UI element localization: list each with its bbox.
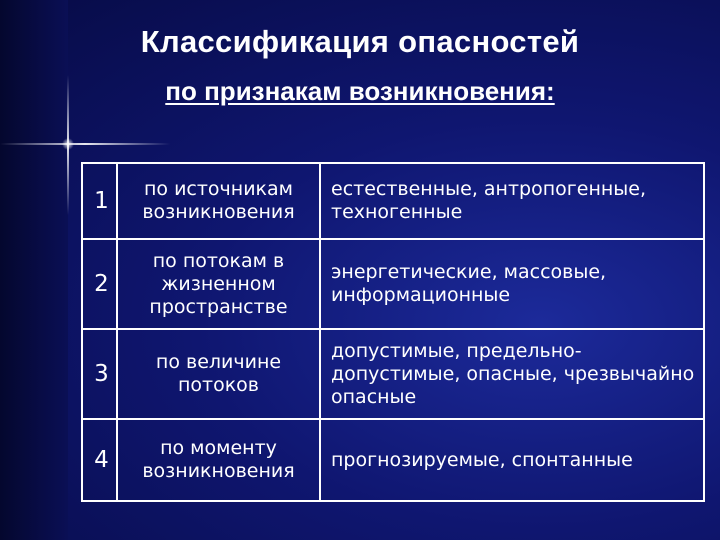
criterion-cell [117, 329, 320, 419]
slide-subtitle: по признакам возникновения: [165, 76, 555, 106]
table-row [82, 239, 704, 329]
table-row [82, 163, 704, 239]
row-number: 4 [82, 419, 117, 501]
criterion-text: по потокам в жизненном пространстве [149, 249, 288, 318]
criterion-text: по величине потоков [155, 351, 282, 396]
types-cell [320, 329, 704, 419]
classification-table [81, 162, 705, 502]
types-text: прогнозируемые, спонтанные [331, 448, 633, 471]
background-left-strip [0, 0, 68, 540]
table-row [82, 329, 704, 419]
slide-title: Классификация опасностей [140, 24, 580, 59]
criterion-cell [117, 419, 320, 501]
types-cell [320, 163, 704, 239]
table-row [82, 419, 704, 501]
row-number: 2 [82, 239, 117, 329]
criterion-text: по источникам возникновения [142, 178, 295, 223]
types-text: допустимые, предельно-допустимые, опасные, чрезвычайно опасные [331, 339, 695, 408]
criterion-cell [117, 163, 320, 239]
types-text: энергетические, массовые, информационные [331, 261, 607, 306]
row-number: 3 [82, 329, 117, 419]
types-cell [320, 419, 704, 501]
criterion-text: по моменту возникновения [142, 437, 295, 482]
row-number: 1 [82, 163, 117, 239]
types-cell [320, 239, 704, 329]
types-text: естественные, антропогенные, техногенные [331, 178, 647, 223]
criterion-cell [117, 239, 320, 329]
